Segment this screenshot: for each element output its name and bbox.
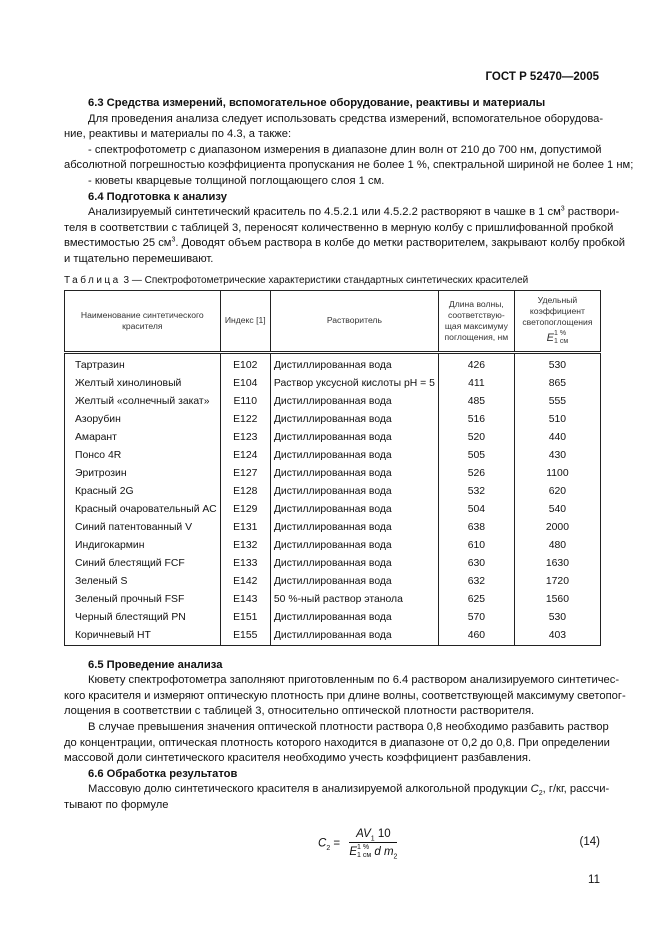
text-line: В случае превышения значения оптической плотности раствора 0,8 необходимо разбавить раствор	[88, 720, 609, 733]
coefficient: 510	[514, 411, 600, 429]
table-row	[65, 501, 601, 519]
dye-index: E131	[220, 519, 270, 537]
text-line: Для проведения анализа следует использовать средства измерений, вспомогательное оборудова-	[88, 112, 604, 125]
solvent: Дистиллированная вода	[270, 352, 438, 375]
text-line: - спектрофотометр с диапазоном измерения в диапазоне длин волн от 210 до 700 нм, допустимой	[88, 143, 602, 156]
solvent: Дистиллированная вода	[270, 501, 438, 519]
dye-index: E128	[220, 483, 270, 501]
coefficient: 1720	[514, 573, 600, 591]
text-line: массовой доли синтетического красителя необходимо учесть коэффициент разбавления.	[64, 752, 532, 765]
section-title: 6.5 Проведение анализа	[88, 658, 223, 671]
wavelength: 460	[438, 627, 514, 646]
dye-index: E129	[220, 501, 270, 519]
header-solvent: Растворитель	[270, 290, 438, 352]
table-row	[65, 627, 601, 646]
table-row	[65, 537, 601, 555]
dye-name: Тартразин	[65, 352, 221, 375]
text-line: Кювету спектрофотометра заполняют приготовленным по 6.4 раствором анализируемого синтетичес-	[88, 674, 620, 687]
dye-index: E151	[220, 609, 270, 627]
wavelength: 520	[438, 429, 514, 447]
coefficient: 480	[514, 537, 600, 555]
table-row	[65, 393, 601, 411]
text-line: ние, реактивы и материалы по 4.3, а также:	[64, 128, 292, 141]
solvent: Дистиллированная вода	[270, 519, 438, 537]
coefficient: 403	[514, 627, 600, 646]
solvent: Дистиллированная вода	[270, 429, 438, 447]
text-line: теля в соответствии с таблицей 3, переносят количественно в мерную колбу с пришлифованной пробкой	[64, 221, 614, 234]
solvent: Дистиллированная вода	[270, 555, 438, 573]
section-title: 6.4 Подготовка к анализу	[88, 190, 227, 203]
dye-index: E127	[220, 465, 270, 483]
page-body	[64, 96, 634, 887]
coefficient: 555	[514, 393, 600, 411]
table-row	[65, 352, 601, 375]
text-line: тывают по формуле	[64, 798, 169, 811]
table-caption: Таблица 3 — Спектрофотометрические характеристики стандартных синтетических красителей	[64, 274, 529, 286]
dye-name: Амарант	[65, 429, 221, 447]
text-line: вместимостью 25 $см^3$. Доводят объем раствора в колбе до метки растворителем, закрывают колбу пробкой	[64, 236, 626, 250]
wavelength: 610	[438, 537, 514, 555]
dye-name: Индигокармин	[65, 537, 221, 555]
table-row	[65, 609, 601, 627]
text-line: Анализируемый синтетический краситель по 4.5.2.1 или 4.5.2.2 растворяют в чашке в 1 $см^3$ раствори-	[88, 205, 620, 219]
section-title: 6.6 Обработка результатов	[88, 767, 238, 780]
dye-name: Понсо 4R	[65, 447, 221, 465]
wavelength: 630	[438, 555, 514, 573]
text-line: лощения в соответствии с таблицей 3, относительно оптической плотности растворителя.	[64, 705, 535, 718]
coefficient: 620	[514, 483, 600, 501]
dye-index: E123	[220, 429, 270, 447]
equation-number: (14)	[579, 836, 600, 849]
dye-index: E132	[220, 537, 270, 555]
formula-row	[64, 827, 601, 867]
dye-index: E133	[220, 555, 270, 573]
dye-name: Желтый хинолиновый	[65, 375, 221, 393]
solvent: Дистиллированная вода	[270, 609, 438, 627]
coefficient: 430	[514, 447, 600, 465]
wavelength: 485	[438, 393, 514, 411]
solvent: Дистиллированная вода	[270, 537, 438, 555]
text-line: - кюветы кварцевые толщиной поглощающего слоя 1 см.	[88, 174, 385, 187]
table-row	[65, 411, 601, 429]
table-row	[65, 465, 601, 483]
header-name: Наименование синтетического красителя	[65, 290, 221, 352]
header-coef: Удельный коэффициент светопоглощения E1 % 1 см	[514, 290, 600, 352]
coefficient: 440	[514, 429, 600, 447]
coefficient: 1630	[514, 555, 600, 573]
table-row	[65, 375, 601, 393]
dye-name: Красный 2G	[65, 483, 221, 501]
solvent: Дистиллированная вода	[270, 465, 438, 483]
header-wavelength: Длина волны, соответствую-щая максимуму поглощения, нм	[438, 290, 514, 352]
dye-index: E143	[220, 591, 270, 609]
dye-name: Азорубин	[65, 411, 221, 429]
dye-index: E124	[220, 447, 270, 465]
header-index: Индекс [1]	[220, 290, 270, 352]
wavelength: 625	[438, 591, 514, 609]
coefficient: 530	[514, 609, 600, 627]
coefficient: 865	[514, 375, 600, 393]
solvent: Дистиллированная вода	[270, 447, 438, 465]
dye-name: Синий патентованный V	[65, 519, 221, 537]
table-row	[65, 591, 601, 609]
solvent: 50 %-ный раствор этанола	[270, 591, 438, 609]
wavelength: 632	[438, 573, 514, 591]
wavelength: 411	[438, 375, 514, 393]
dye-index: E122	[220, 411, 270, 429]
dye-name: Черный блестящий PN	[65, 609, 221, 627]
dye-table	[64, 290, 601, 646]
dye-name: Синий блестящий FCF	[65, 555, 221, 573]
text-line: абсолютной погрешностью коэффициента пропускания не более 1 %, спектральной шириной не более 1 нм;	[64, 159, 634, 172]
document-header: ГОСТ Р 52470—2005	[485, 71, 599, 83]
wavelength: 638	[438, 519, 514, 537]
table-row	[65, 483, 601, 501]
dye-index: E102	[220, 352, 270, 375]
wavelength: 426	[438, 352, 514, 375]
table-row	[65, 429, 601, 447]
wavelength: 504	[438, 501, 514, 519]
coefficient: 1560	[514, 591, 600, 609]
dye-index: E104	[220, 375, 270, 393]
solvent: Дистиллированная вода	[270, 411, 438, 429]
coefficient: 1100	[514, 465, 600, 483]
coefficient: 530	[514, 352, 600, 375]
text-line: до концентрации, оптическая плотность которого находится в диапазоне от 0,2 до 0,8. При определении	[64, 736, 610, 749]
dye-name: Эритрозин	[65, 465, 221, 483]
dye-name: Зеленый S	[65, 573, 221, 591]
dye-index: E142	[220, 573, 270, 591]
dye-name: Красный очаровательный АС	[65, 501, 221, 519]
solvent: Дистиллированная вода	[270, 627, 438, 646]
wavelength: 526	[438, 465, 514, 483]
solvent: Дистиллированная вода	[270, 393, 438, 411]
table-row	[65, 555, 601, 573]
wavelength: 570	[438, 609, 514, 627]
wavelength: 505	[438, 447, 514, 465]
section-6-5	[64, 658, 626, 814]
dye-name: Коричневый НТ	[65, 627, 221, 646]
coefficient: 540	[514, 501, 600, 519]
dye-name: Желтый «солнечный закат»	[65, 393, 221, 411]
table-row	[65, 573, 601, 591]
table-row	[65, 447, 601, 465]
text-line: кого красителя и измеряют оптическую плотность при длине волны, соответствующей максимуму светопог-	[64, 689, 626, 702]
section-6-3	[64, 96, 634, 268]
coefficient: 2000	[514, 519, 600, 537]
dye-index: E110	[220, 393, 270, 411]
dye-index: E155	[220, 627, 270, 646]
wavelength: 532	[438, 483, 514, 501]
dye-name: Зеленый прочный FSF	[65, 591, 221, 609]
solvent: Дистиллированная вода	[270, 573, 438, 591]
wavelength: 516	[438, 411, 514, 429]
solvent: Дистиллированная вода	[270, 483, 438, 501]
section-title: 6.3 Средства измерений, вспомогательное оборудование, реактивы и материалы	[88, 97, 546, 109]
page-number: 11	[588, 874, 600, 887]
text-line: и тщательно перемешивают.	[64, 252, 214, 265]
table-row	[65, 519, 601, 537]
text-line: Массовую долю синтетического красителя в анализируемой алкогольной продукции $C_2$, г/кг, рассчи-	[88, 783, 610, 798]
solvent: Раствор уксусной кислоты рН = 5	[270, 375, 438, 393]
formula-14: $C_2$ = $AV_1$ 10 E1 % 1 см d $m_2$	[318, 828, 398, 861]
